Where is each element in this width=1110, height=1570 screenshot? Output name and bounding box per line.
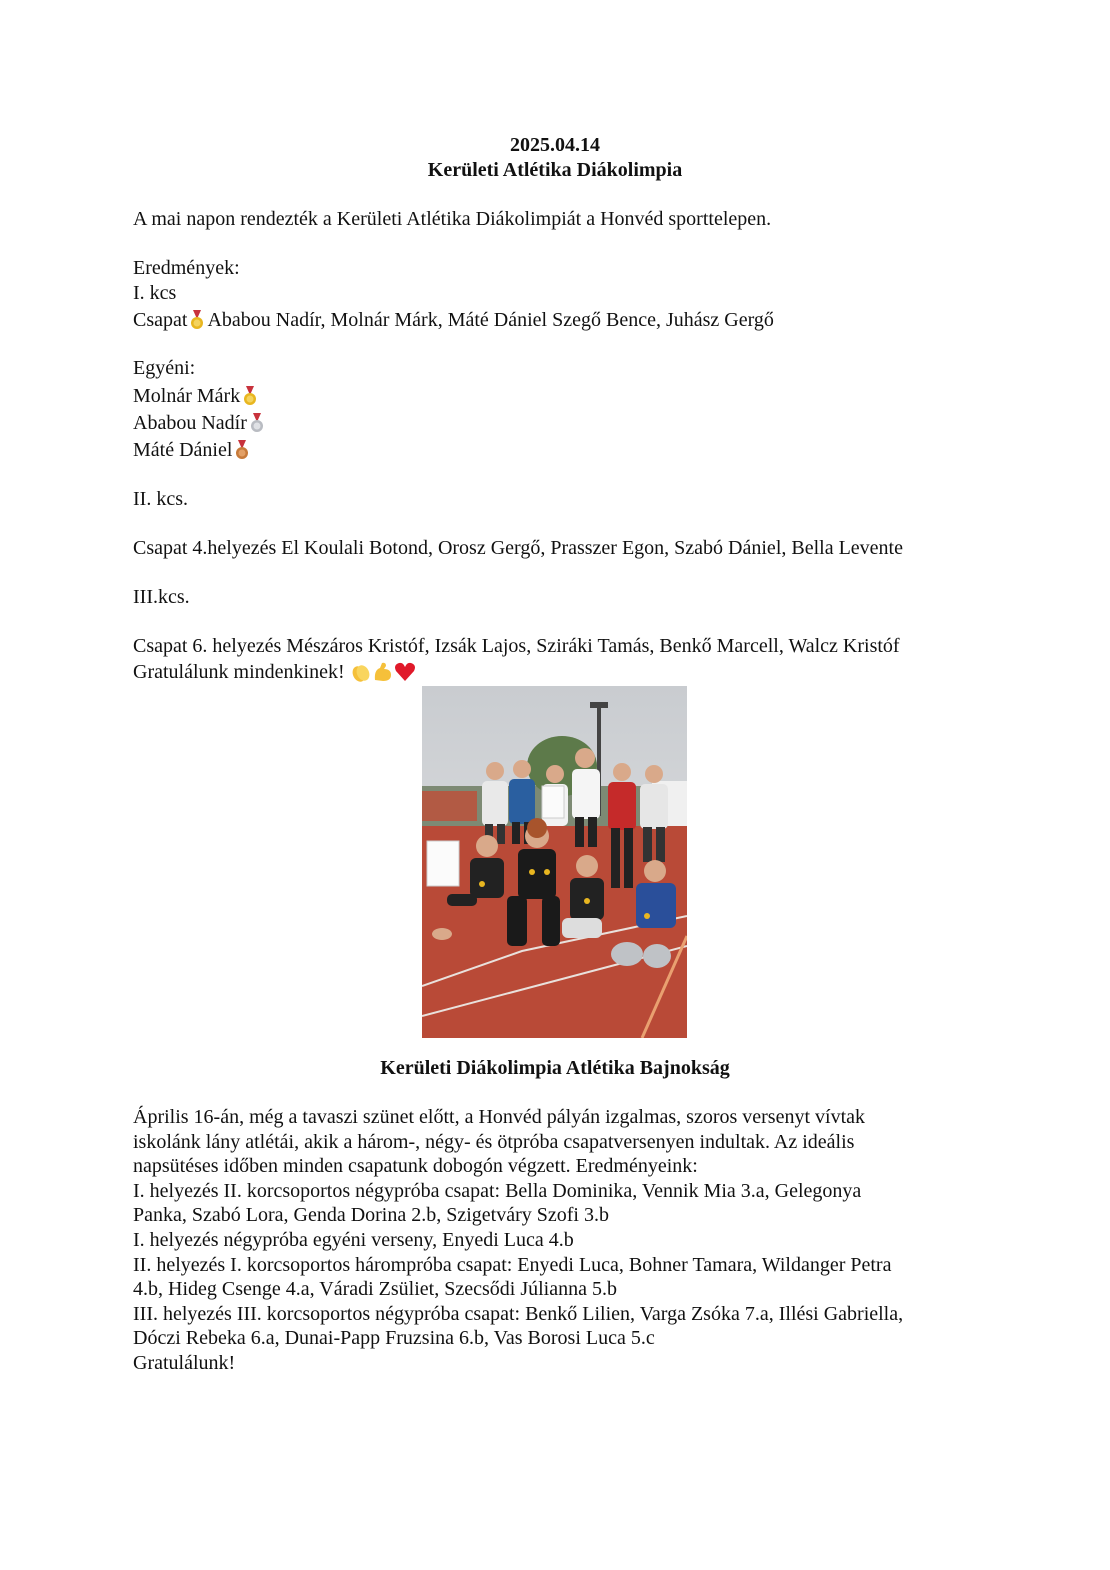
team-1-label: Csapat	[133, 309, 188, 331]
age-group-3-label: III.kcs.	[133, 586, 190, 608]
paragraph-line: napsütéses időben minden csapatunk dobogón végzett. Eredményeink:	[133, 1155, 698, 1178]
individual-result-2	[133, 411, 267, 435]
bronze-medal-icon	[234, 438, 250, 462]
silver-medal-icon	[249, 411, 265, 435]
individual-result-3	[133, 438, 252, 462]
paragraph-line: 4.b, Hideg Csenge 4.a, Váradi Zsüliet, Szecsődi Júlianna 5.b	[133, 1278, 617, 1301]
congratulations-text: Gratulálunk mindenkinek!	[133, 661, 345, 683]
congratulations-line	[133, 660, 416, 684]
intro-text: A mai napon rendezték a Kerületi Atlétika Diákolimpiát a Honvéd sporttelepen.	[133, 208, 772, 230]
team-photo	[422, 686, 687, 1038]
flexed-biceps-icon	[372, 660, 394, 684]
individual-name-3: Máté Dániel	[133, 439, 233, 461]
gold-medal-icon	[189, 308, 205, 332]
team-3-result: Csapat 6. helyezés Mészáros Kristóf, Izsák Lajos, Sziráki Tamás, Benkő Marcell, Walcz Kristóf	[133, 635, 900, 657]
section-title-2: Kerületi Diákolimpia Atlétika Bajnokság	[380, 1057, 730, 1079]
paragraph-line: iskolánk lány atlétái, akik a három-, négy- és ötpróba csapatversenyen indultak. Az ideális	[133, 1130, 855, 1153]
paragraph-line: Panka, Szabó Lora, Genda Dorina 2.b, Szigetváry Szofi 3.b	[133, 1204, 609, 1227]
paragraph-line: Április 16-án, még a tavaszi szünet előtt, a Honvéd pályán izgalmas, szoros versenyt vívtak	[133, 1106, 866, 1128]
paragraph-line: I. helyezés II. korcsoportos négypróba csapat: Bella Dominika, Vennik Mia 3.a, Gelegonya	[133, 1179, 862, 1202]
paragraph-line: I. helyezés négypróba egyéni verseny, Enyedi Luca 4.b	[133, 1229, 574, 1251]
individual-result-1	[133, 384, 260, 408]
paragraph-line: Dóczi Rebeka 6.a, Dunai-Papp Fruzsina 6.b, Vas Borosi Luca 5.c	[133, 1327, 655, 1350]
individual-name-1: Molnár Márk	[133, 385, 241, 407]
results-label: Eredmények:	[133, 257, 240, 279]
age-group-2-label: II. kcs.	[133, 488, 188, 510]
team-1-result	[133, 308, 774, 332]
section-title-1: Kerületi Atlétika Diákolimpia	[427, 159, 683, 181]
gold-medal-icon	[242, 384, 258, 408]
individual-name-2: Ababou Nadír	[133, 412, 247, 434]
document-date: 2025.04.14	[510, 134, 600, 156]
paragraph-line: Gratulálunk!	[133, 1352, 236, 1374]
clapping-hands-icon	[350, 660, 372, 684]
individual-label: Egyéni:	[133, 357, 196, 379]
paragraph-line: II. helyezés I. korcsoportos hárompróba csapat: Enyedi Luca, Bohner Tamara, Wildanger Petra	[133, 1253, 892, 1276]
paragraph-line: III. helyezés III. korcsoportos négypróba csapat: Benkő Lilien, Varga Zsóka 7.a, Illési Gabriella,	[133, 1302, 904, 1325]
age-group-1-label: I. kcs	[133, 282, 177, 304]
red-heart-icon	[394, 660, 416, 684]
team-2-result: Csapat 4.helyezés El Koulali Botond, Orosz Gergő, Prasszer Egon, Szabó Dániel, Bella Levente	[133, 537, 903, 559]
team-1-names: Ababou Nadír, Molnár Márk, Máté Dániel Szegő Bence, Juhász Gergő	[207, 309, 774, 331]
